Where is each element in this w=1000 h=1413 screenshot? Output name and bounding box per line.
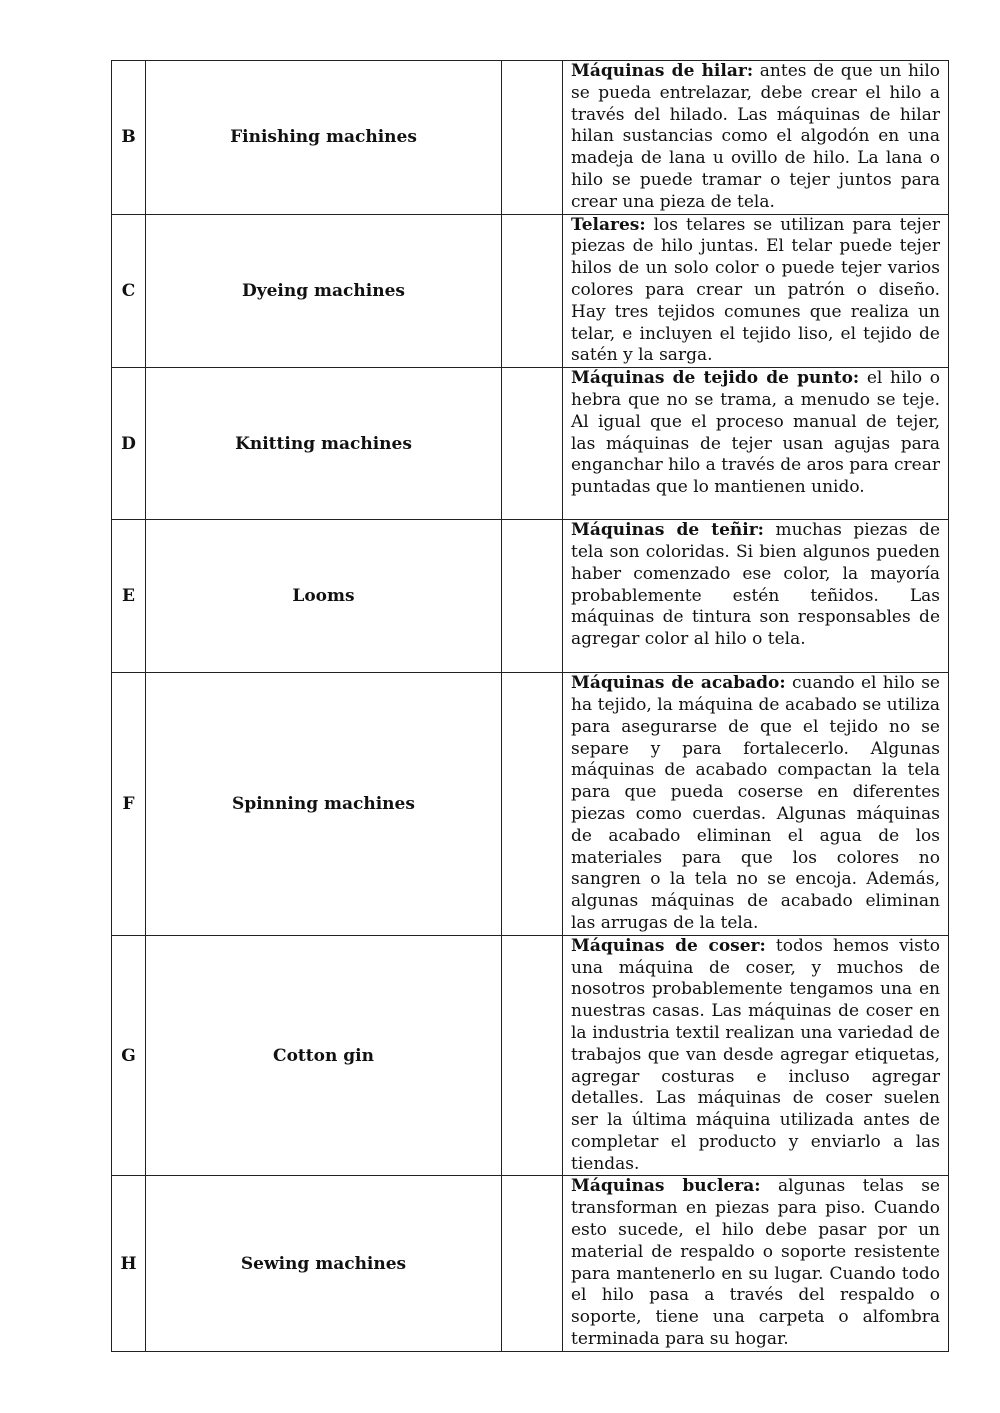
machine-term: Finishing machines <box>146 61 502 215</box>
description-cell <box>563 61 949 215</box>
description-title: Máquinas buclera: <box>571 1176 761 1197</box>
row-letter: H <box>112 1176 146 1351</box>
table-row <box>112 368 949 520</box>
description-text: cuando el hilo se ha tejido, la máquina de acabado se utiliza para asegurarse de que el tejido no se separe y para fortalecerlo. Algunas máquinas de acabado compactan la tela para que pueda coserse en diferentes piezas como cuerdas. Algunas máquinas de acabado eliminan el agua de los materiales para que los colores no sangren o la tela no se encoja. Además, algunas máquinas de acabado eliminan las arrugas de la tela. <box>571 673 940 933</box>
machine-term: Sewing machines <box>146 1176 502 1351</box>
machine-term: Spinning machines <box>146 673 502 936</box>
description-text: algunas telas se transforman en piezas para piso. Cuando esto sucede, el hilo debe pasar por un material de respaldo o soporte resistente para mantenerlo en su lugar. Cuando todo el hilo pasa a través del respaldo o soporte, tiene una carpeta o alfombra terminada para su hogar. <box>571 1176 940 1350</box>
description-text: antes de que un hilo se pueda entrelazar, debe crear el hilo a través del hilado. Las máquinas de hilar hilan sustancias como el algodón en una madeja de lana u ovillo de hilo. La lana o hilo se puede tramar o tejer juntos para crear una pieza de tela. <box>571 61 941 212</box>
answer-cell[interactable] <box>502 520 563 673</box>
machine-term: Dyeing machines <box>146 214 502 368</box>
description-text: muchas piezas de tela son coloridas. Si bien algunos pueden haber comenzado ese color, la mayoría probablemente estén teñidos. Las máquinas de tintura son responsables de agregar color al hilo o tela. <box>571 520 941 650</box>
table-row <box>112 61 949 215</box>
row-letter: E <box>112 520 146 673</box>
description-text: los telares se utilizan para tejer piezas de hilo juntas. El telar puede tejer hilos de un solo color o puede tejer varios colores para crear un patrón o diseño. Hay tres tejidos comunes que realiza un telar, e incluyen el tejido liso, el tejido de satén y la sarga. <box>571 214 940 366</box>
description-title: Máquinas de coser: <box>571 935 766 956</box>
row-letter: G <box>112 935 146 1176</box>
table-row <box>112 1176 949 1351</box>
description-text: todos hemos visto una máquina de coser, y muchos de nosotros probablemente tengamos una en nuestras casas. Las máquinas de coser en la industria textil realizan una variedad de trabajos que van desde agregar etiquetas, agregar costuras e incluso agregar detalles. Las máquinas de coser suelen ser la última máquina utilizada antes de completar el producto y enviarlo a las tiendas. <box>571 935 940 1174</box>
description-title: Máquinas de hilar: <box>571 61 754 81</box>
description-title: Telares: <box>571 214 646 235</box>
table-row <box>112 520 949 673</box>
description-cell <box>563 1176 949 1351</box>
description-cell <box>563 214 949 368</box>
description-cell <box>563 520 949 673</box>
description-cell <box>563 673 949 936</box>
row-letter: B <box>112 61 146 215</box>
description-title: Máquinas de teñir: <box>571 520 764 541</box>
machine-term: Looms <box>146 520 502 673</box>
answer-cell[interactable] <box>502 1176 563 1351</box>
answer-cell[interactable] <box>502 61 563 215</box>
description-cell <box>563 368 949 520</box>
answer-cell[interactable] <box>502 368 563 520</box>
description-title: Máquinas de tejido de punto: <box>571 368 860 389</box>
answer-cell[interactable] <box>502 214 563 368</box>
table-row <box>112 673 949 936</box>
answer-cell[interactable] <box>502 935 563 1176</box>
table-row <box>112 935 949 1176</box>
row-letter: D <box>112 368 146 520</box>
description-title: Máquinas de acabado: <box>571 673 786 694</box>
row-letter: F <box>112 673 146 936</box>
table-row <box>112 214 949 368</box>
description-text: el hilo o hebra que no se trama, a menudo se teje. Al igual que el proceso manual de tejer, las máquinas de tejer usan agujas para enganchar hilo a través de aros para crear puntadas que lo mantienen unido. <box>571 368 940 498</box>
machine-term: Knitting machines <box>146 368 502 520</box>
answer-cell[interactable] <box>502 673 563 936</box>
machine-term: Cotton gin <box>146 935 502 1176</box>
row-letter: C <box>112 214 146 368</box>
matching-table <box>111 60 949 1352</box>
description-cell <box>563 935 949 1176</box>
